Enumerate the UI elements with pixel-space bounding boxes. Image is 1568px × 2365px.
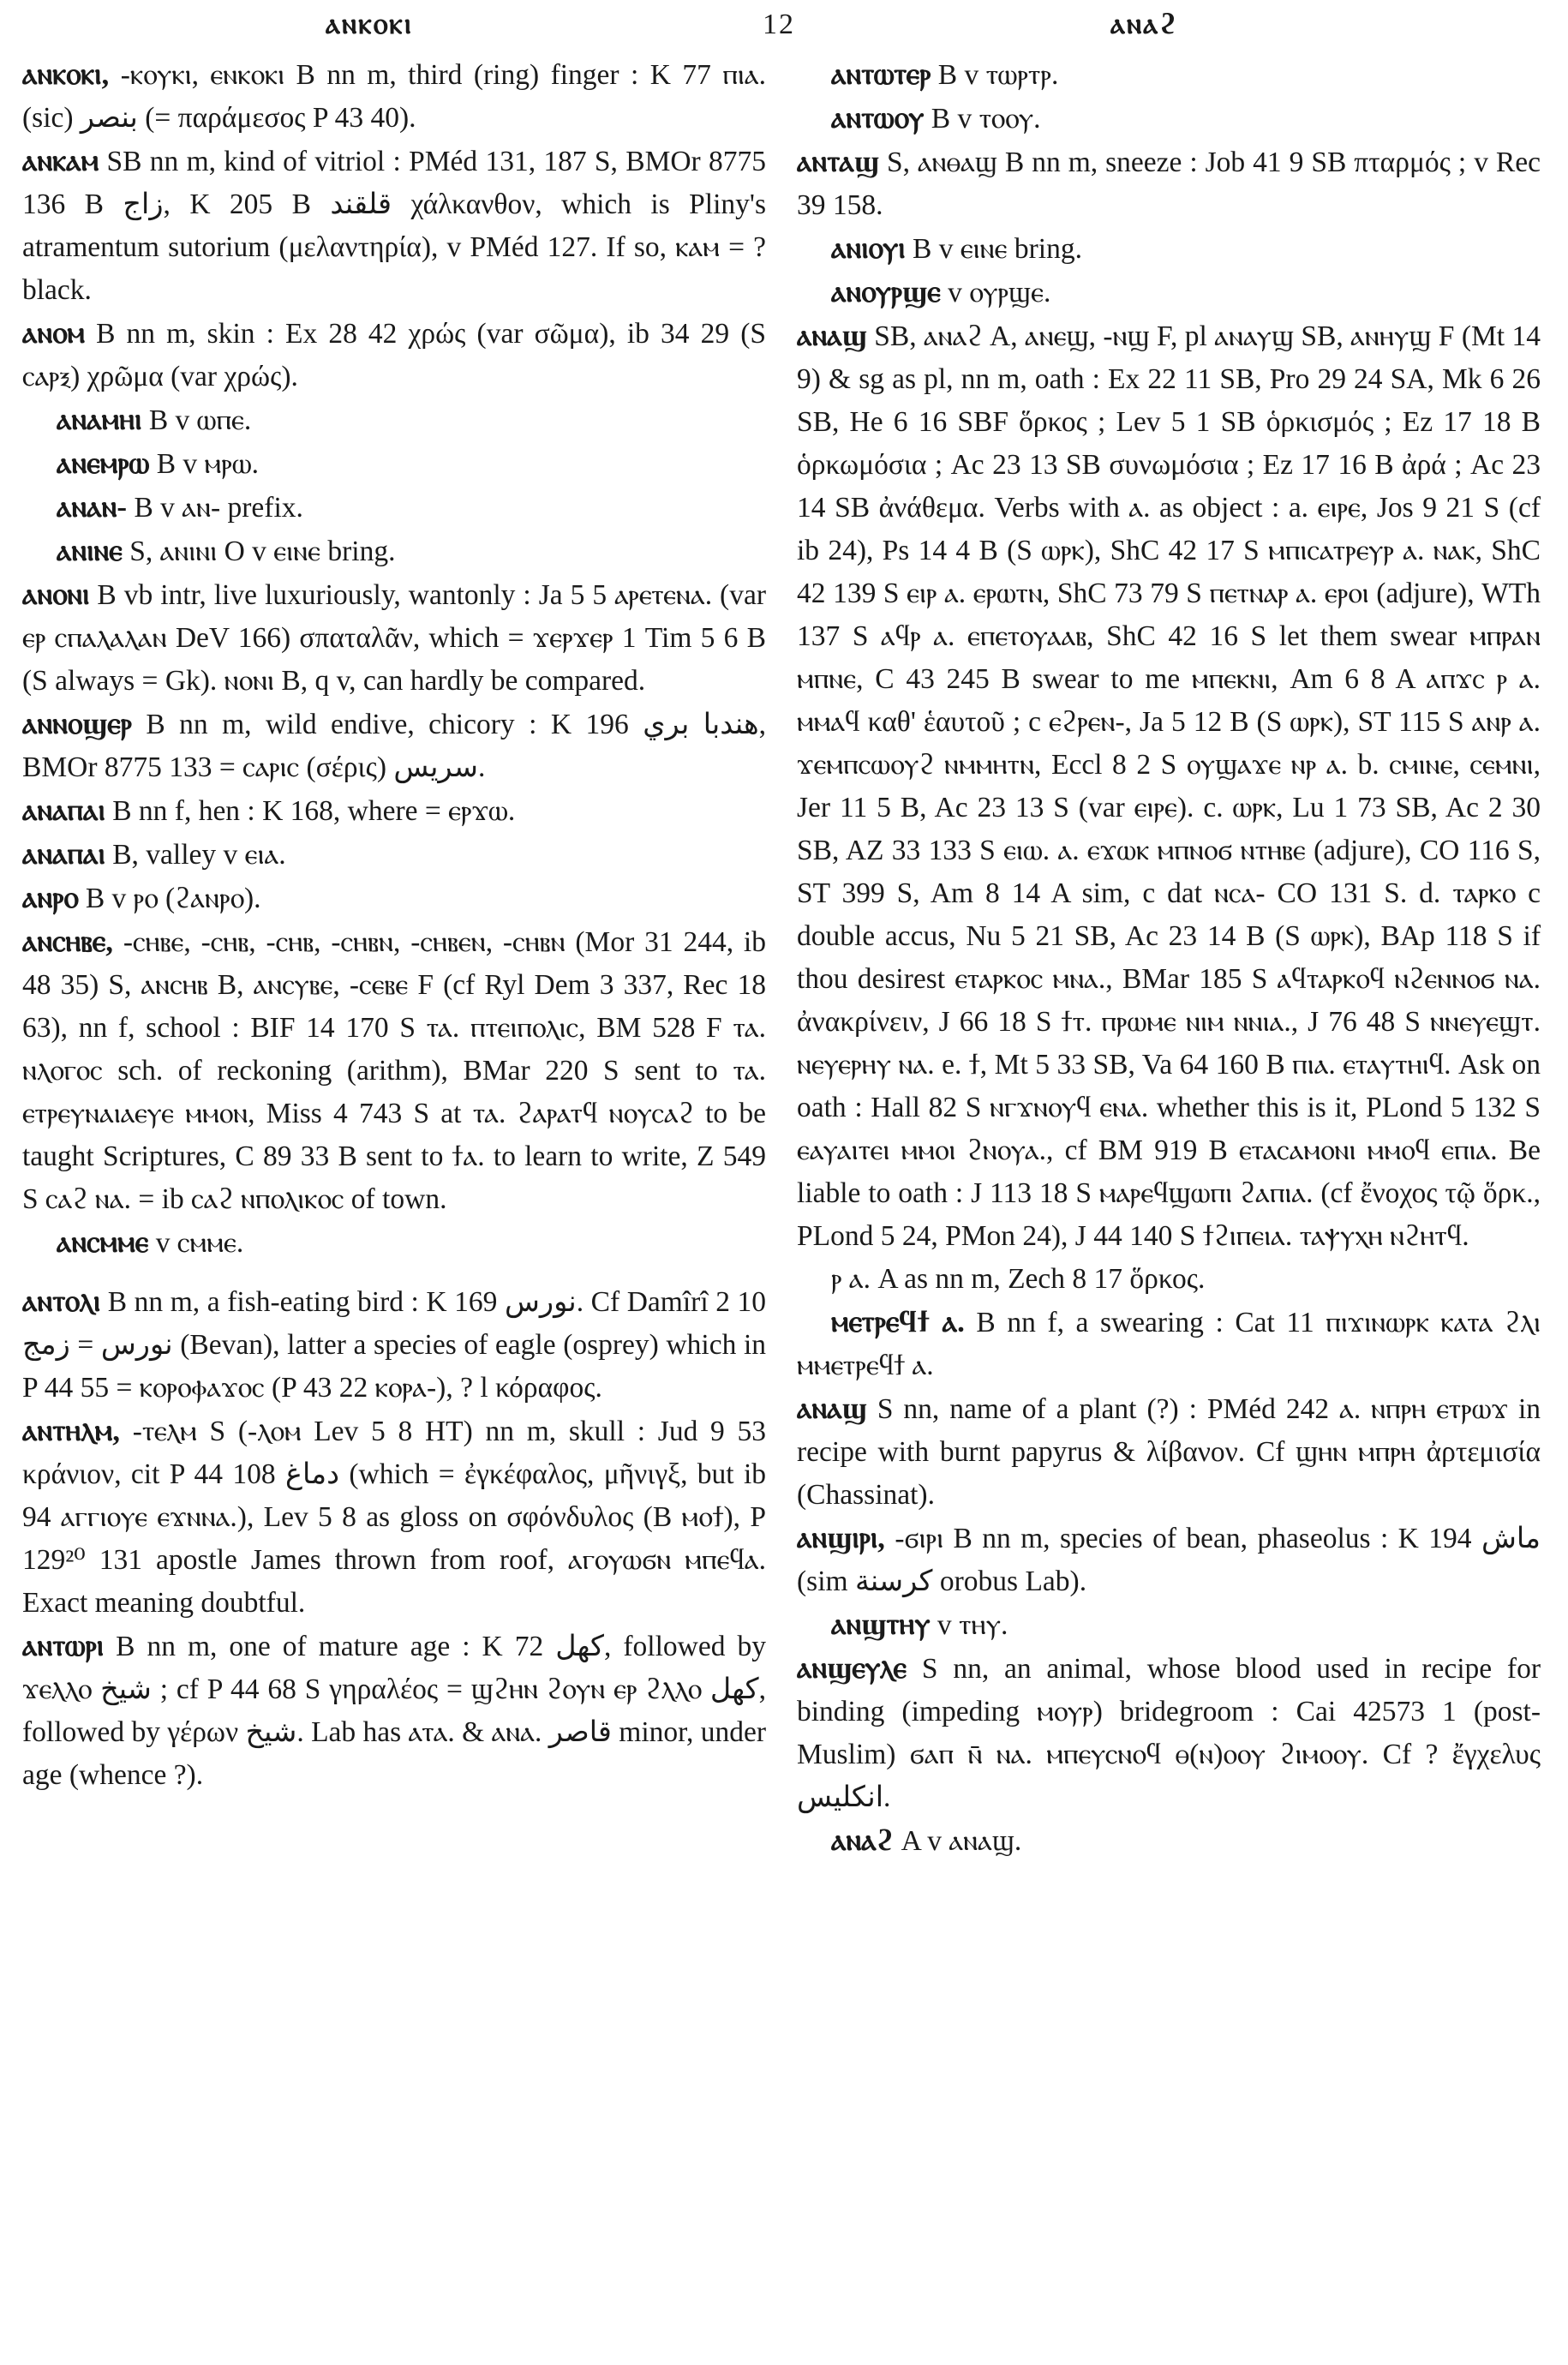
entry-headword: ⲁⲛⲁⲛ- bbox=[57, 490, 128, 524]
dictionary-entry bbox=[22, 1625, 766, 1797]
entry-headword: ⲁⲛⲣⲟ bbox=[22, 881, 79, 914]
entry-definition: B v ⲁⲛ- prefix. bbox=[134, 492, 303, 524]
entry-headword: ⲁⲛⲧⲱⲧⲉⲣ bbox=[831, 57, 931, 91]
entry-headword: ⲁⲛⲓⲛⲉ bbox=[57, 534, 123, 567]
dictionary-entry bbox=[797, 1301, 1541, 1387]
entry-definition: S, ⲁⲛⲑⲁϣ B nn m, sneeze : Job 41 9 SB πταρμός ; v Rec 39 158. bbox=[797, 147, 1541, 221]
entry-headword: ⲁⲛⲁϣ bbox=[797, 319, 867, 352]
page-number: 12 bbox=[763, 9, 795, 40]
dictionary-entry bbox=[797, 53, 1541, 97]
dictionary-entry bbox=[797, 1517, 1541, 1603]
entry-definition: v ⲧⲏⲩ. bbox=[937, 1609, 1008, 1641]
dictionary-entry bbox=[22, 573, 766, 703]
entry-definition: B nn f, a swearing : Cat 11 ⲡⲓϫⲓⲛⲱⲣⲕ ⲕⲁⲧⲁ ϩⲗⲓ ⲙⲙⲉⲧⲣⲉϥϯ ⲁ. bbox=[797, 1307, 1541, 1381]
entry-headword: ⲁⲛⲧⲱⲣⲓ bbox=[22, 1629, 105, 1662]
dictionary-entry bbox=[22, 789, 766, 833]
entry-definition: v ⲥⲙⲙⲉ. bbox=[155, 1227, 244, 1259]
entry-definition: A v ⲁⲛⲁϣ. bbox=[901, 1825, 1022, 1857]
dictionary-entry bbox=[797, 1258, 1541, 1301]
entry-headword: ⲙⲉⲧⲣⲉϥϯ ⲁ. bbox=[831, 1305, 965, 1338]
dictionary-entry bbox=[22, 486, 766, 530]
entry-definition: v ⲟⲩⲣϣⲉ. bbox=[948, 277, 1051, 308]
entry-definition: B v ⲧⲱⲣⲧⲣ. bbox=[937, 59, 1059, 91]
entry-headword: ⲁⲛⲥⲙⲙⲉ bbox=[57, 1225, 149, 1259]
entry-headword: ⲁⲛϣⲓⲣⲓ, bbox=[797, 1521, 885, 1554]
entry-headword: ⲁⲛⲟⲩⲣϣⲉ bbox=[831, 275, 941, 308]
entry-headword: ⲁⲛⲟⲛⲓ bbox=[22, 578, 90, 611]
entry-definition: -ⲕⲟⲩⲕⲓ, ⲉⲛⲕⲟⲕⲓ B nn m, third (ring) finger : K 77 ⲡⲓⲁ. (sic) بنصر (= παράμεσος P 43 40). bbox=[22, 59, 766, 134]
dictionary-entry bbox=[797, 1387, 1541, 1517]
dictionary-entry bbox=[22, 398, 766, 442]
entry-definition: S nn, name of a plant (?) : PMéd 242 ⲁ. ⲛⲡⲣⲏ ⲉⲧⲣⲱϫ in recipe with burnt papyrus & λίβανον. Cf ϣⲏⲛ ⲙⲡⲣⲏ ἀρτεμισία (Chassinat). bbox=[797, 1393, 1541, 1511]
entry-definition: B nn m, wild endive, chicory : K 196 هندبا بري, BMOr 8775 133 = ⲥⲁⲣⲓⲥ (σέρις) سريس. bbox=[22, 709, 766, 783]
entry-definition: ⲣ ⲁ. A as nn m, Zech 8 17 ὅρκος. bbox=[831, 1263, 1206, 1295]
running-head-right: ⲁⲛⲁϩ bbox=[1110, 9, 1179, 40]
dictionary-entry bbox=[797, 1819, 1541, 1863]
entry-headword: ⲁⲛⲁϣ bbox=[797, 1392, 867, 1425]
right-column bbox=[797, 53, 1541, 1863]
entry-definition: B nn f, hen : K 168, where = ⲉⲣϫⲱ. bbox=[112, 795, 516, 827]
entry-headword: ⲁⲛⲁⲡⲁⲓ bbox=[22, 837, 105, 871]
entry-definition: B v ⲉⲓⲛⲉ bring. bbox=[912, 233, 1082, 265]
entry-headword: ⲁⲛϣⲧⲏⲩ bbox=[831, 1608, 931, 1641]
entry-definition: -ⲥⲏⲃⲉ, -ⲥⲏⲃ, -ⲥⲏⲃ, -ⲥⲏⲃⲛ, -ⲥⲏⲃⲉⲛ, -ⲥⲏⲃⲛ (Mor 31 244, ib 48 35) S, ⲁⲛⲥⲏⲃ B, ⲁⲛⲥⲩⲃⲉ, -ⲥⲉⲃⲉ F (cf Ryl Dem 3 337, Rec 18 63), nn f, school : BIF 14 170 S ⲧⲁ. ⲡⲧⲉⲓⲡⲟⲗⲓⲥ, BM 528 F ⲧⲁ. ⲛⲗⲟⲅⲟⲥ sch. of reckoning (arithm), BMar 220 S sent to ⲧⲁ. ⲉⲧⲣⲉⲩⲛⲁⲓⲁⲉⲩⲉ ⲙⲙⲟⲛ, Miss 4 743 S at ⲧⲁ. ϩⲁⲣⲁⲧϥ ⲛⲟⲩⲥⲁϩ to be taught Scriptures, C 89 33 B sent to ϯⲁ. to learn to write, Z 549 S ⲥⲁϩ ⲛⲁ. = ib ⲥⲁϩ ⲛⲡⲟⲗⲓⲕⲟⲥ of town. bbox=[22, 926, 766, 1215]
entry-definition: SB, ⲁⲛⲁϩ A, ⲁⲛⲉϣ, -ⲛϣ F, pl ⲁⲛⲁⲩϣ SB, ⲁⲛⲏⲩϣ F (Mt 14 9) & sg as pl, nn m, oath : Ex 22 11 SB, Pro 29 24 SA, Mk 6 26 SB, He 6 16 SBF ὅρκος ; Lev 5 1 SB ὁρκισμός ; Ez 17 18 B ὁρκωμόσια ; Ac 23 13 SB συνωμόσια ; Ez 17 16 B ἀρά ; Ac 23 14 SB ἀνάθεμα. Verbs with ⲁ. as object : a. ⲉⲓⲣⲉ, Jos 9 21 S (cf ib 24), Ps 14 4 B (S ⲱⲣⲕ), ShC 42 17 S ⲙⲡⲓⲥⲁⲧⲣⲉⲩⲣ ⲁ. ⲛⲁⲕ, ShC 42 139 S ⲉⲓⲣ ⲁ. ⲉⲣⲱⲧⲛ, ShC 73 79 S ⲡⲉⲧⲛⲁⲣ ⲁ. ⲉⲣⲟⲓ (adjure), WTh 137 S ⲁϥⲣ ⲁ. ⲉⲡⲉⲧⲟⲩⲁⲁⲃ, ShC 42 16 S let them swear ⲙⲡⲣⲁⲛ ⲙⲡⲛⲉ, C 43 245 B swear to me ⲙⲡⲉⲕⲛⲓ, Am 6 8 A ⲁⲡϫⲥ ⲣ ⲁ. ⲙⲙⲁϥ καθ' ἑαυτοῦ ; c ⲉϩⲣⲉⲛ-, Ja 5 12 B (S ⲱⲣⲕ), ST 115 S ⲁⲛⲣ ⲁ. ϫⲉⲙⲡⲥⲱⲟⲩϩ ⲛⲙⲙⲏⲧⲛ, Eccl 8 2 S ⲟⲩϣⲁϫⲉ ⲛⲣ ⲁ. b. ⲥⲙⲓⲛⲉ, ⲥⲉⲙⲛⲓ, Jer 11 5 B, Ac 23 13 S (var ⲉⲓⲣⲉ). c. ⲱⲣⲕ, Lu 1 73 SB, Ac 2 30 SB, AZ 33 133 S ⲉⲓⲱ. ⲁ. ⲉϫⲱⲕ ⲙⲡⲛⲟϭ ⲛⲧⲏⲃⲉ (adjure), CO 116 S, ST 399 S, Am 8 14 A sim, c dat ⲛⲥⲁ- CO 131 S. d. ⲧⲁⲣⲕⲟ c double accus, Nu 5 21 SB, Ac 23 14 B (S ⲱⲣⲕ), BAp 118 S if thou desirest ⲉⲧⲁⲣⲕⲟⲥ ⲙⲛⲁ., BMar 185 S ⲁϥⲧⲁⲣⲕⲟϥ ⲛϩⲉⲛⲛⲟϭ ⲛⲁ. ἀνακρίνειν, J 66 18 S ϯⲧ. ⲡⲣⲱⲙⲉ ⲛⲓⲙ ⲛⲛⲓⲁ., J 76 48 S ⲛⲛⲉⲩⲉϣⲧ. ⲛⲉⲩⲉⲣⲏⲩ ⲛⲁ. e. ϯ, Mt 5 33 SB, Va 64 160 B ⲡⲓⲁ. ⲉⲧⲁⲩⲧⲏⲓϥ. Ask on oath : Hall 82 S ⲛⲅϫⲛⲟⲩϥ ⲉⲛⲁ. whether this is it, PLond 5 132 S ⲉⲁⲩⲁⲓⲧⲉⲓ ⲙⲙⲟⲓ ϩⲛⲟⲩⲁ., cf BM 919 B ⲉⲧⲁⲥⲁⲙⲟⲛⲓ ⲙⲙⲟϥ ⲉⲡⲓⲁ. Be liable to oath : J 113 18 S ⲙⲁⲣⲉϥϣⲱⲡⲓ ϩⲁⲡⲓⲁ. (cf ἔνοχος τῷ ὅρκ., PLond 5 24, PMon 24), J 44 140 S ϯϩⲓⲡⲉⲓⲁ. ⲧⲁⲯⲩⲭⲏ ⲛϩⲏⲧϥ. bbox=[797, 320, 1541, 1252]
entry-definition: -ϭⲓⲣⲓ B nn m, species of bean, phaseolus : K 194 ماش (sim كرسنة orobus Lab). bbox=[797, 1523, 1541, 1597]
entry-definition: B vb intr, live luxuriously, wantonly : Ja 5 5 ⲁⲣⲉⲧⲉⲛⲁ. (var ⲉⲣ ⲥⲡⲁⲗⲁⲗⲁⲛ DeV 166) σπαταλᾶν, which = ϫⲉⲣϫⲉⲣ 1 Tim 5 6 B (S always = Gk). ⲛⲟⲛⲓ B, q v, can hardly be compared. bbox=[22, 579, 766, 697]
dictionary-entry bbox=[797, 271, 1541, 314]
entry-headword: ⲁⲛⲓⲟⲩⲓ bbox=[831, 231, 906, 265]
left-column bbox=[22, 53, 766, 1797]
entry-definition: S, ⲁⲛⲓⲛⲓ O v ⲉⲓⲛⲉ bring. bbox=[129, 536, 396, 567]
entry-headword: ⲁⲛⲧⲁϣ bbox=[797, 145, 879, 178]
dictionary-entry bbox=[797, 97, 1541, 141]
entry-definition: -ⲧⲉⲗⲙ S (-ⲗⲟⲙ Lev 5 8 HT) nn m, skull : Jud 9 53 κράνιον, cit P 44 108 دماغ (which = ἐγκέφαλος, μῆνιγξ, but ib 94 ⲁⲅⲅⲓⲟⲩⲉ ⲉϫⲛⲛⲁ.), Lev 5 8 as gloss on σφόνδυλος (B ⲙⲟϯ), P 129²⁰ 131 apostle James thrown from roof, ⲁⲅⲟⲩⲱϭⲛ ⲙⲡⲉϥⲁ. Exact meaning doubtful. bbox=[22, 1416, 767, 1619]
entry-headword: ⲁⲛⲛⲟϣⲉⲣ bbox=[22, 707, 132, 740]
entry-definition: B nn m, one of mature age : K 72 كهل, followed by ϫⲉⲗⲗⲟ شيخ ; cf P 44 68 S γηραλέος = ϣϩⲏⲛ ϩⲟⲩⲛ ⲉⲣ ϩⲗⲗⲟ كهل, followed by γέρων شيخ. Lab has ⲁⲧⲁ. & ⲁⲛⲁ. قاصر minor, under age (whence ?). bbox=[22, 1631, 767, 1791]
dictionary-entry bbox=[22, 1410, 766, 1625]
entry-definition: B nn m, skin : Ex 28 42 χρώς (var σῶμα), ib 34 29 (S ⲥⲁⲣⲝ) χρῶμα (var χρώς). bbox=[22, 318, 766, 392]
entry-headword: ⲁⲛⲟⲙ bbox=[22, 316, 85, 350]
dictionary-entry bbox=[22, 833, 766, 877]
entry-headword: ⲁⲛⲧⲱⲟⲩ bbox=[831, 101, 925, 135]
entry-headword: ⲁⲛⲥⲏⲃⲉ, bbox=[22, 925, 113, 958]
dictionary-entry bbox=[22, 140, 766, 312]
dictionary-entry bbox=[797, 227, 1541, 271]
entry-definition: B, valley v ⲉⲓⲁ. bbox=[112, 839, 286, 871]
dictionary-entry bbox=[797, 1647, 1541, 1819]
dictionary-entry bbox=[22, 53, 766, 140]
dictionary-entry bbox=[797, 141, 1541, 227]
entry-headword: ⲁⲛⲧⲏⲗⲙ, bbox=[22, 1414, 121, 1447]
dictionary-entry bbox=[797, 1603, 1541, 1647]
dictionary-entry bbox=[22, 920, 766, 1221]
entry-headword: ⲁⲛϣⲉⲩⲗⲉ bbox=[797, 1651, 907, 1685]
entry-headword: ⲁⲛⲕⲁⲙ bbox=[22, 144, 99, 177]
running-head-left: ⲁⲛⲕⲟⲕⲓ bbox=[326, 9, 413, 40]
entry-headword: ⲁⲛⲁⲡⲁⲓ bbox=[22, 793, 105, 827]
entry-headword: ⲁⲛⲧⲟⲗⲓ bbox=[22, 1284, 101, 1318]
dictionary-entry bbox=[22, 442, 766, 486]
dictionary-entry bbox=[22, 877, 766, 920]
entry-definition: B v ⲙⲣⲱ. bbox=[156, 448, 260, 480]
entry-definition: SB nn m, kind of vitriol : PMéd 131, 187 S, BMOr 8775 136 B زاج, K 205 B قلقند χάλκανθον, which is Pliny's atramentum sutorium (μελαντηρία), v PMéd 127. If so, ⲕⲁⲙ = ? black. bbox=[22, 146, 766, 306]
entry-definition: B v ⲧⲟⲟⲩ. bbox=[931, 103, 1041, 135]
entry-definition: B v ⲱⲡⲉ. bbox=[148, 404, 252, 436]
dictionary-entry bbox=[22, 1221, 766, 1265]
dictionary-entry bbox=[22, 1280, 766, 1410]
entry-definition: S nn, an animal, whose blood used in recipe for binding (impeding ⲙⲟⲩⲣ) bridegroom : Cai 42573 1 (post-Muslim) ϭⲁⲡ ⲛ̄ ⲛⲁ. ⲙⲡⲉⲩⲥⲛⲟϥ ⲑ(ⲛ)ⲟⲟⲩ ϩⲓⲙⲟⲟⲩ. Cf ? ἔγχελυς انكليس. bbox=[797, 1653, 1541, 1813]
dictionary-entry bbox=[22, 312, 766, 398]
entry-headword: ⲁⲛⲁⲙⲏⲓ bbox=[57, 403, 142, 436]
entry-definition: B nn m, a fish-eating bird : K 169 نورس. Cf Damîrî 2 10 نورس = زمج (Bevan), latter a species of eagle (osprey) which in P 44 55 = ⲕⲟⲣⲟⲫⲁϫⲟⲥ (P 43 22 ⲕⲟⲣⲁ-), ? l κόραφος. bbox=[22, 1286, 767, 1404]
dictionary-entry bbox=[797, 314, 1541, 1258]
dictionary-entry bbox=[22, 703, 766, 789]
entry-definition: B v ⲣⲟ (ϩⲁⲛⲣⲟ). bbox=[85, 883, 261, 914]
entry-headword: ⲁⲛⲕⲟⲕⲓ, bbox=[22, 57, 110, 91]
dictionary-entry bbox=[22, 530, 766, 573]
entry-headword: ⲁⲛⲁϩ bbox=[831, 1823, 895, 1857]
entry-headword: ⲁⲛⲉⲙⲣⲱ bbox=[57, 446, 150, 480]
